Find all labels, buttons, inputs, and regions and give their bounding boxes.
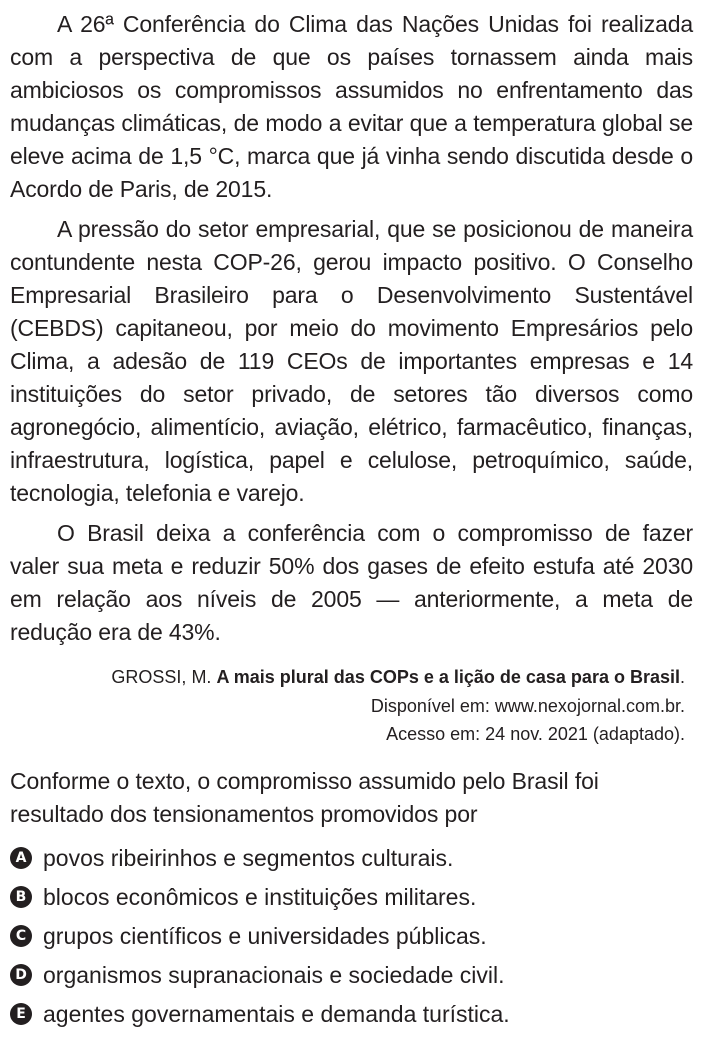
option-d-letter-icon: D [10,964,32,986]
citation-title-end: . [679,667,685,687]
citation-author: GROSSI, M. [111,667,217,687]
option-b-text: blocos econômicos e instituições militares. [43,883,477,910]
citation-title: A mais plural das COPs e a lição de casa para o Brasil [216,667,680,687]
option-e[interactable] [10,995,693,1034]
question-stem: Conforme o texto, o compromisso assumido pelo Brasil foi resultado dos tensionamentos promovidos por [10,767,599,827]
option-e-text: agentes governamentais e demanda turística. [43,1000,510,1027]
option-e-letter-icon: E [10,1003,32,1025]
paragraph-1: A 26ª Conferência do Clima das Nações Unidas foi realizada com a perspectiva de que os países tornassem ainda mais ambiciosos os compromissos assumidos no enfrentamento das mudanças climáticas, de modo a evitar que a temperatura global se eleve acima de 1,5 °C, marca que já vinha sendo discutida desde o Acordo de Paris, de 2015. [10,11,693,202]
citation-reference [10,663,685,692]
paragraph-3: O Brasil deixa a conferência com o compromisso de fazer valer sua meta e reduzir 50% dos gases de efeito estufa até 2030 em relação aos níveis de 2005 — anteriormente, a meta de redução era de 43%. [10,520,693,645]
citation-available: Disponível em: www.nexojornal.com.br. [370,695,685,716]
option-a-text: povos ribeirinhos e segmentos culturais. [43,844,454,871]
answer-options [10,839,693,1034]
citation-accessed: Acesso em: 24 nov. 2021 (adaptado). [386,724,685,744]
option-a-letter-icon: A [10,847,32,869]
option-c-letter-icon: C [10,925,32,947]
option-d[interactable] [10,956,693,995]
option-d-text: organismos supranacionais e sociedade civil. [43,961,505,988]
option-c[interactable] [10,917,693,956]
option-c-text: grupos científicos e universidades públicas. [43,922,487,949]
citation [10,663,685,749]
option-b[interactable] [10,878,693,917]
paragraph-2: A pressão do setor empresarial, que se posicionou de maneira contundente nesta COP-26, gerou impacto positivo. O Conselho Empresarial Brasileiro para o Desenvolvimento Sustentável (CEBDS) capitaneou, por meio do movimento Empresários pelo Clima, a adesão de 119 CEOs de importantes empresas e 14 instituições do setor privado, de setores tão diversos como agronegócio, alimentício, aviação, elétrico, farmacêutico, finanças, infraestrutura, logística, papel e celulose, petroquímico, saúde, tecnologia, telefonia e varejo. [10,216,693,506]
option-a[interactable] [10,839,693,878]
option-b-letter-icon: B [10,886,32,908]
source-text [10,8,693,649]
